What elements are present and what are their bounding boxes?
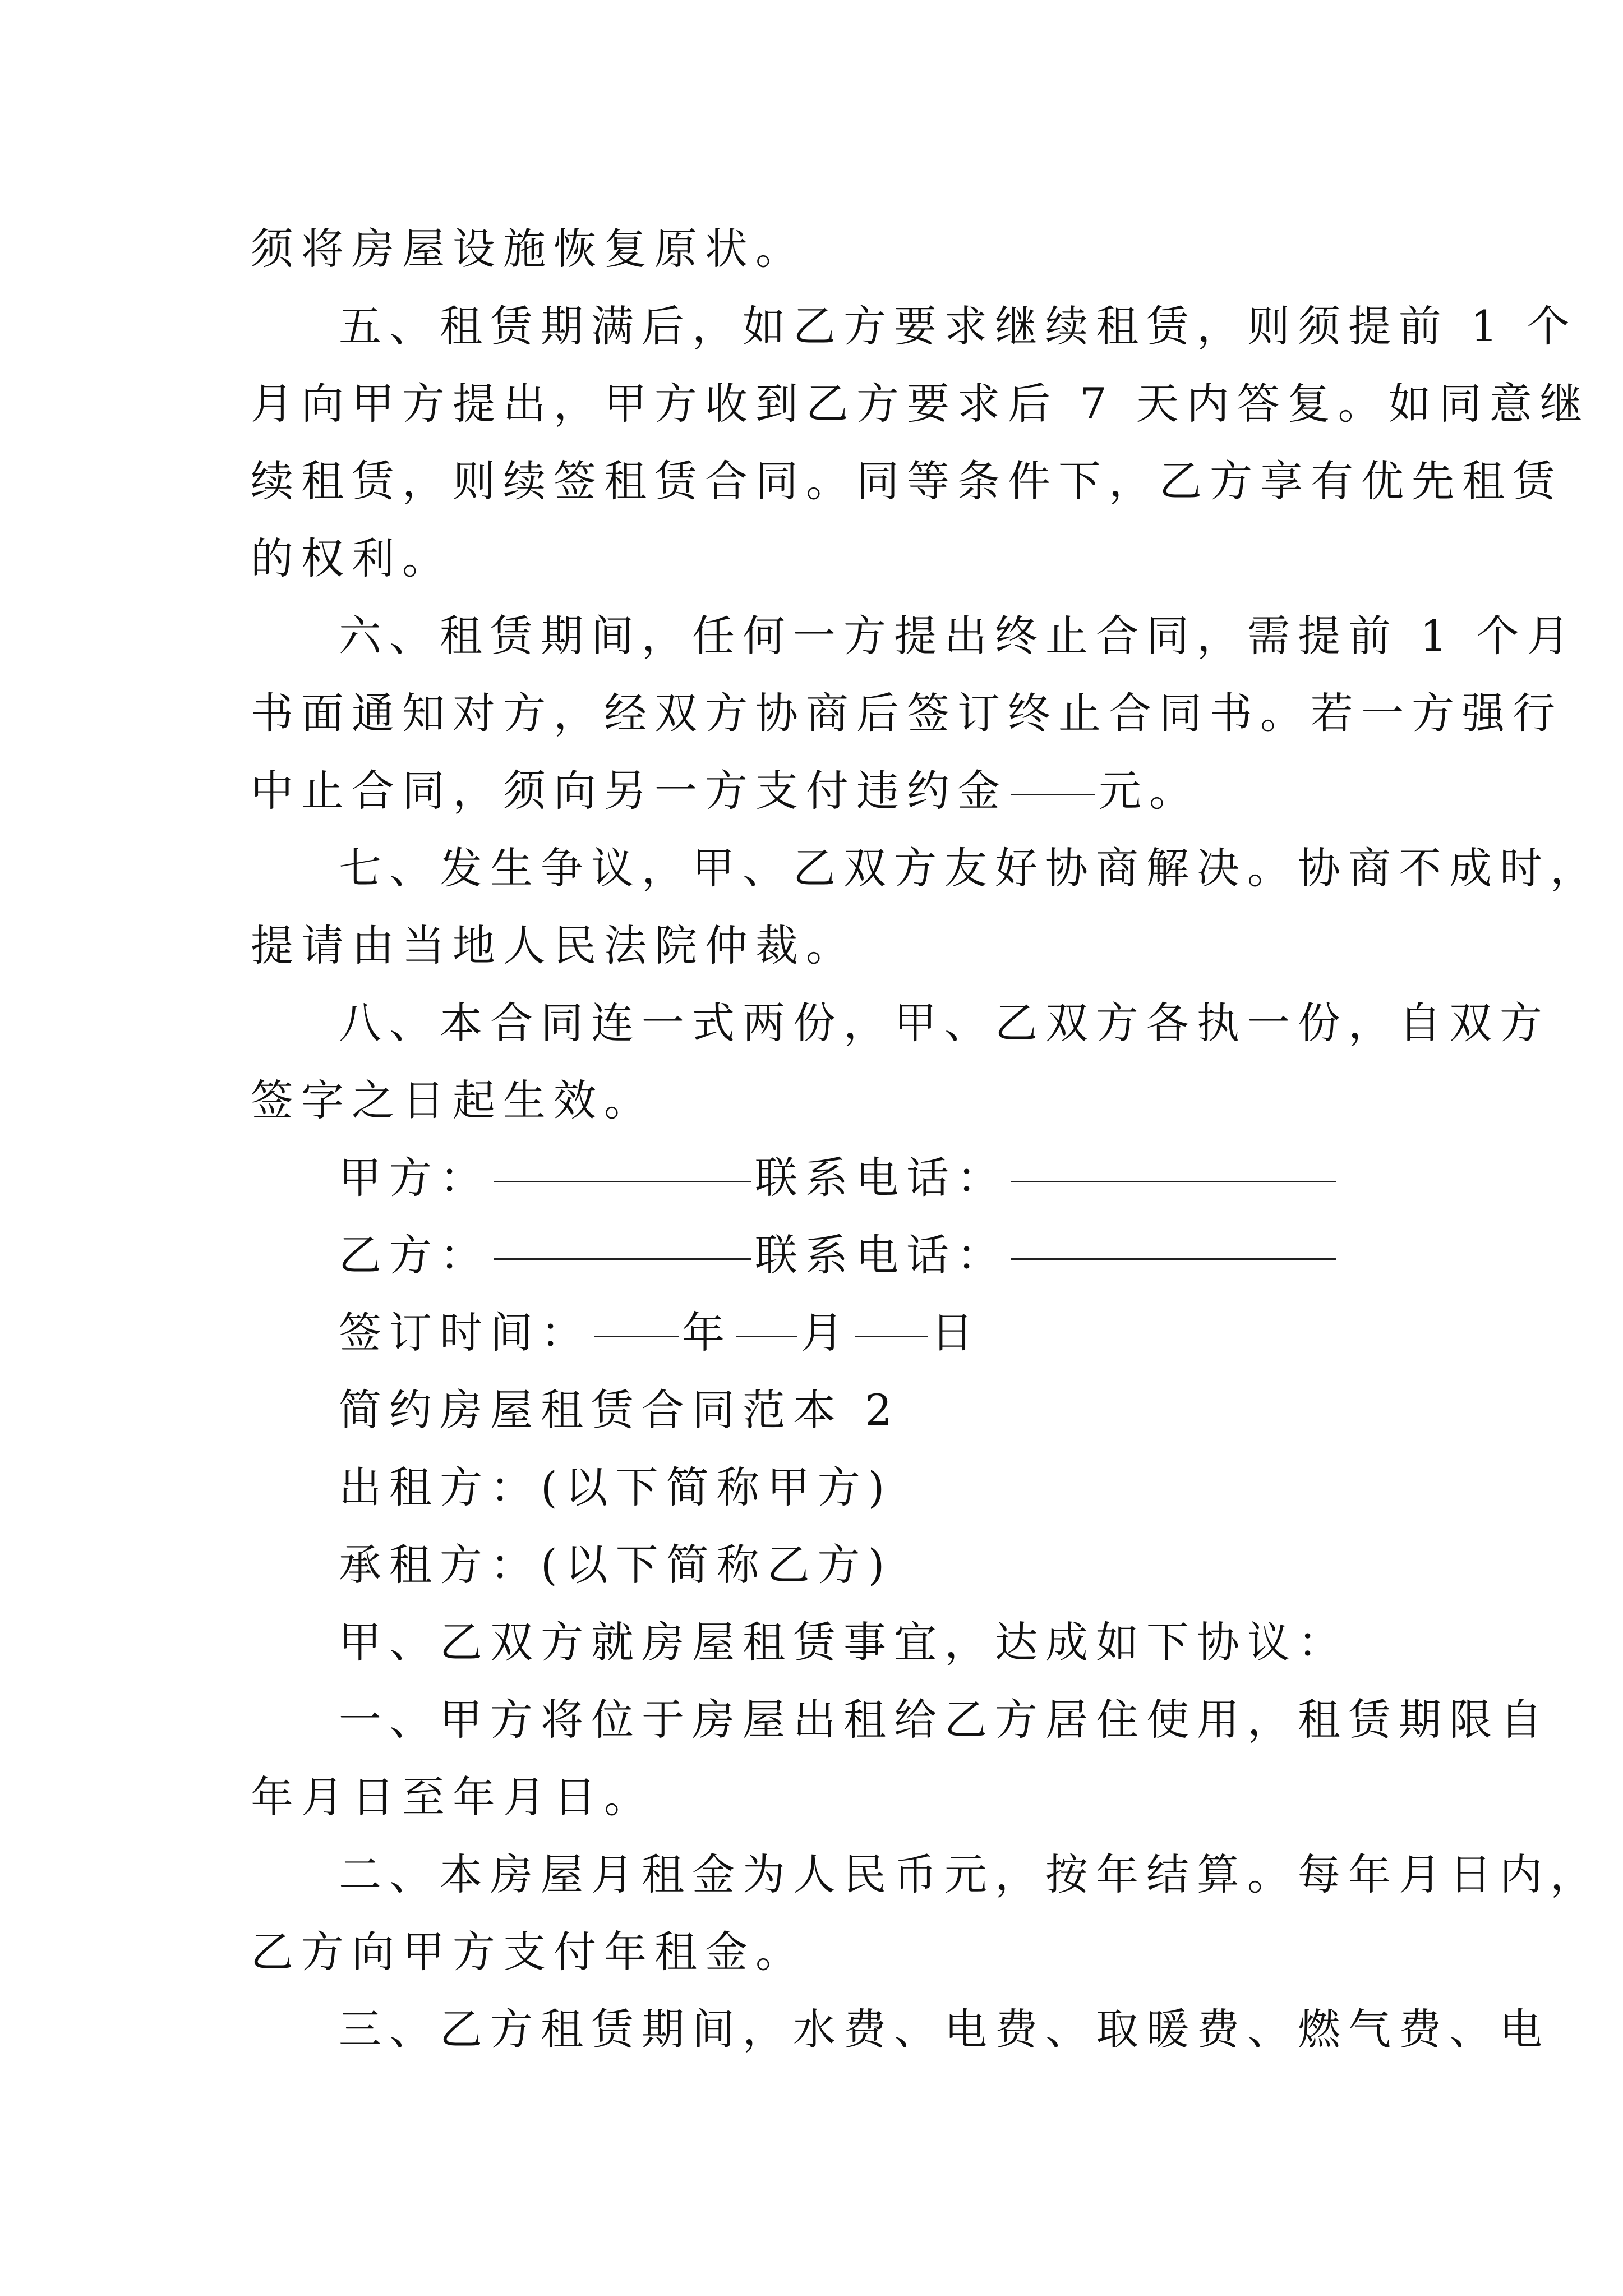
clause-7-line-1: 七、发生争议，甲、乙双方友好协商解决。协商不成时，	[339, 843, 1601, 893]
month-text: 月	[801, 1308, 851, 1358]
party-b-signature-line	[251, 1217, 1395, 1294]
clause-6-line-1: 六、租赁期间，任何一方提出终止合同，需提前 1 个月	[339, 611, 1578, 661]
text-line: 须将房屋设施恢复原状。	[251, 224, 806, 274]
clause-5-line-2: 月向甲方提出，甲方收到乙方要求后 7 天内答复。如同意继	[251, 379, 1590, 429]
clause-8-line-2: 签字之日起生效。	[251, 1075, 654, 1125]
s2-clause-2-line-1: 二、本房屋月租金为人民币元，按年结算。每年月日内，	[339, 1849, 1601, 1899]
clause-8-line-1: 八、本合同连一式两份，甲、乙双方各执一份，自双方	[339, 998, 1550, 1048]
year-text: 年	[682, 1308, 732, 1358]
signing-date-line	[251, 1294, 1395, 1372]
signing-date-label: 签订时间：	[339, 1308, 591, 1358]
clause-5-line-4: 的权利。	[251, 533, 453, 583]
clause-7-line-2: 提请由当地人民法院仲裁。	[251, 921, 856, 970]
clause-6-line-3	[251, 752, 1395, 830]
party-b-phone-label: 联系电话：	[755, 1230, 1007, 1280]
party-b-phone-blank[interactable]	[1011, 1258, 1336, 1260]
party-a-blank[interactable]	[494, 1180, 751, 1182]
section-2-title: 简约房屋租赁合同范本 2	[339, 1385, 900, 1435]
clause-5-line-3: 续租赁，则续签租赁合同。同等条件下，乙方享有优先租赁	[251, 456, 1563, 506]
s2-clause-2-line-2: 乙方向甲方支付年租金。	[251, 1927, 806, 1977]
lessee-line: 承租方：(以下简称乙方)	[339, 1540, 893, 1590]
party-a-label: 甲方：	[339, 1153, 490, 1203]
clause-5-line-1: 五、租赁期满后，如乙方要求继续租赁，则须提前 1 个	[339, 301, 1578, 351]
lessor-line: 出租方：(以下简称甲方)	[339, 1462, 893, 1512]
party-a-signature-line	[251, 1139, 1395, 1217]
day-text: 日	[931, 1308, 981, 1358]
penalty-amount-blank[interactable]	[1011, 793, 1095, 795]
s2-clause-3-line-1: 三、乙方租赁期间，水费、电费、取暖费、燃气费、电	[339, 2004, 1550, 2054]
party-a-phone-label: 联系电话：	[755, 1153, 1007, 1203]
year-blank[interactable]	[594, 1335, 679, 1337]
s2-clause-1-line-2: 年月日至年月日。	[251, 1772, 654, 1822]
day-blank[interactable]	[855, 1335, 928, 1337]
party-a-phone-blank[interactable]	[1011, 1180, 1336, 1182]
s2-clause-1-line-1: 一、甲方将位于房屋出租给乙方居住使用，租赁期限自	[339, 1695, 1550, 1745]
party-b-label: 乙方：	[339, 1230, 490, 1280]
party-b-blank[interactable]	[494, 1258, 751, 1260]
document-page	[251, 210, 1601, 2068]
yuan-text: 元。	[1099, 766, 1200, 816]
agreement-intro: 甲、乙双方就房屋租赁事宜，达成如下协议：	[339, 1617, 1348, 1667]
clause-6-line-2: 书面通知对方，经双方协商后签订终止合同书。若一方强行	[251, 688, 1563, 738]
month-blank[interactable]	[736, 1335, 797, 1337]
penalty-text: 中止合同，须向另一方支付违约金	[251, 766, 1008, 816]
